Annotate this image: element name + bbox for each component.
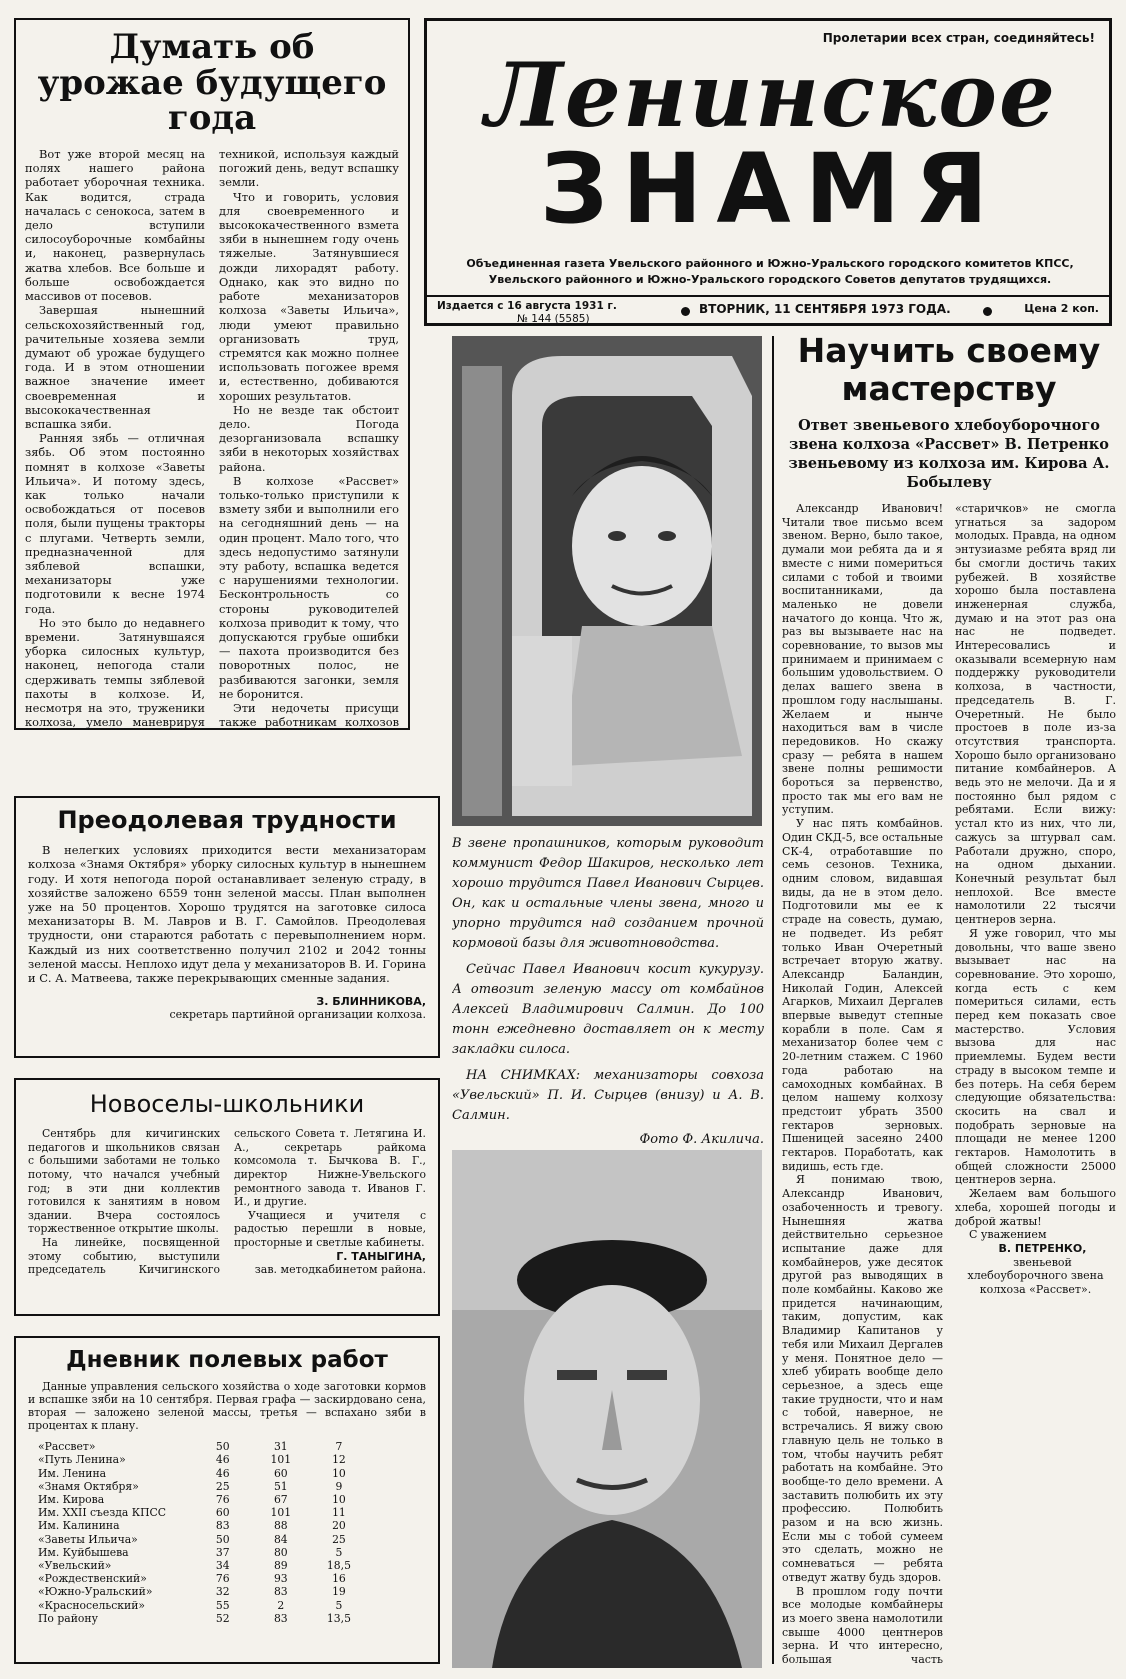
article-harvest-title: Думать об урожае будущего года (37, 27, 387, 139)
article-difficulties-author-role: секретарь партийной организации колхоза. (169, 1008, 426, 1022)
value-cell: 52 (215, 1611, 230, 1625)
article-mastery-author: В. ПЕТРЕНКО, (998, 1241, 1087, 1255)
table-row (38, 1506, 368, 1519)
article-mastery-author-role: звеньевой хлебоуборочного звена колхоза «Рассвет». (967, 1255, 1104, 1297)
farm-name-cell: По району (38, 1611, 98, 1625)
photo-caption-2: Сейчас Павел Иванович косит кукурузу. А отвозит зеленую массу от комбайнов Алексей Владимирович Салмин. До 100 тонн ежедневно доставляет он к месту закладки силоса. (452, 962, 764, 1057)
table-row (38, 1533, 368, 1546)
value-cell: 67 (273, 1492, 288, 1506)
paragraph: Завершая нынешний сельскохозяйственный год, рачительные хозяева земли думают об урожае будущего года. И в этом отношении важное значение имеет своевременная и высококачественная вспашка зяби. (25, 303, 205, 431)
paragraph: Вот уже второй месяц на полях нашего района работает уборочная техника. Как водится, страда началась с сенокоса, затем в дело вступили силосоуборочные комбайны и, наконец, развернулась жатва хлебов. Все больше и больше освобождается массивов от посевов. (25, 147, 205, 304)
table-row (38, 1493, 368, 1506)
value-cell: 20 (332, 1519, 346, 1533)
masthead-issue: № 144 (5585) (517, 313, 590, 325)
value-cell: 11 (332, 1506, 346, 1520)
value-cell: 51 (273, 1479, 288, 1493)
article-school-box (14, 1078, 440, 1316)
field-diary-box (14, 1336, 440, 1664)
article-school-title: Новоселы-школьники (89, 1090, 365, 1118)
article-school-author-role: зав. методкабинетом района. (254, 1263, 426, 1277)
farm-name-cell: «Знамя Октября» (38, 1479, 139, 1493)
paragraph: В прошлом году почти все молодые комбайнеры из моего звена намолотили свыше 4000 центнеров зерна. И что интересно, большая часть «старичков» не смогла угнаться за задором молодых. Правда, на одном энтузиазме ребята вряд ли бы смогли достичь таких рубежей. В хозяйстве хорошо была поставлена инженерная служба, думаю и на этот раз она нас не подведет. Интересовались и оказывали всемерную нам поддержку руководители колхоза, в частности, председатель В. Г. Очеретный. Не было простоев в поле из-за отсутствия транспорта. Хорошо было организовано питание комбайнеров. А ведь это не мелочи. Да и я постоянно был рядом с ребятами. Если вижу: устал кто из них, что ли, сажусь за штурвал сам. Работали дружно, споро, на одном дыхании. Конечный результат был неплохой. Все вместе намолотили 22 тысячи центнеров зерна. (782, 502, 1116, 1667)
value-cell: 50 (215, 1532, 230, 1546)
field-diary-intro: Данные управления сельского хозяйства о ходе заготовки кормов и вспашке зяби на 10 сентября. Первая графа — заскирдовано сена, вторая — заложено зеленой массы, третья — вспахано зяби в процентах к плану. (28, 1380, 426, 1433)
value-cell: 76 (215, 1492, 230, 1506)
table-row (38, 1467, 368, 1480)
farm-name-cell: «Красносельский» (38, 1598, 146, 1612)
article-school-author: Г. ТАНЫГИНА, (336, 1249, 426, 1263)
table-row (38, 1453, 368, 1466)
photo-portrait (452, 1150, 762, 1668)
masthead-subtitle-2: Увельского районного и Южно-Уральского городского Советов депутатов трудящихся. (488, 273, 1052, 286)
photo-caption-box (452, 834, 764, 1144)
paragraph: В колхозе «Рассвет» только-только приступили к взмету зяби и выполнили его на сегодняшний день — на один процент. Мало того, что здесь недопустимо затянули эту работу, вспашка ведется с нарушениями технологии. Бесконтрольность со стороны руководителей колхоза приводит к тому, что допускаются грубые ошибки — пахота производится без поворотных полос, не разбиваются загонки, земля не боронится. (219, 473, 399, 701)
paragraph: Учащиеся и учителя с радостью перешли в новые, просторные и светлые кабинеты. (234, 1208, 426, 1249)
value-cell: 2 (277, 1598, 285, 1612)
value-cell: 31 (273, 1440, 288, 1454)
masthead-founded: Издается с 16 августа 1931 г. (437, 300, 617, 312)
farm-name-cell: «Заветы Ильича» (38, 1532, 138, 1546)
field-diary-table (38, 1440, 368, 1625)
farm-name-cell: Им. Кирова (38, 1492, 105, 1506)
value-cell: 34 (215, 1558, 230, 1572)
value-cell: 25 (215, 1479, 230, 1493)
table-row (38, 1440, 368, 1453)
value-cell: 55 (215, 1598, 230, 1612)
masthead-price: Цена 2 коп. (1024, 302, 1099, 315)
table-row (38, 1519, 368, 1532)
article-harvest-body (25, 147, 399, 730)
paragraph: Но не везде так обстоит дело. Погода дезорганизовала вспашку зяби в некоторых хозяйствах района. (219, 402, 399, 474)
value-cell: 19 (332, 1585, 346, 1599)
article-mastery-title: Научить своему мастерству (797, 332, 1101, 408)
value-cell: 50 (215, 1440, 230, 1454)
paragraph: Я уже говорил, что мы довольны, что ваше звено вызывает нас на соревнование. Это хорошо, когда есть с кем помериться силами, есть перед кем показать свое мастерство. Условия вызова для нас приемлемы. Будем вести страду в высоком темпе и без потерь. На себя берем следующие обязательства: скосить на свал и подобрать зерновые на площади не менее 1200 гектаров. Намолотить в общей сложности 25000 центнеров зерна. (955, 926, 1116, 1187)
farm-name-cell: «Увельский» (38, 1558, 112, 1572)
farm-name-cell: «Рассвет» (38, 1440, 96, 1454)
value-cell: 84 (273, 1532, 288, 1546)
bullet-icon (681, 307, 690, 316)
value-cell: 83 (273, 1585, 288, 1599)
photo-caption-3: НА СНИМКАХ: механизаторы совхоза «Увельский» П. И. Сырцев (внизу) и А. В. Салмин. (452, 1068, 764, 1123)
paragraph: У нас пять комбайнов. Один СКД-5, все остальные СК-4, отработавшие по семь сезонов. Техника, одним словом, видавшая виды, да не в этом дело. Подготовили мы ее к страде на совесть, думаю, не подведет. Из ребят только Иван Очеретный встречает вторую жатву. Александр Баландин, Николай Годин, Алексей Агарков, Михаил Дергалев впервые выведут степные корабли в поле. Сам я механизатор более чем с 20-летним стажем. С 1960 года работаю на самоходных комбайнах. В целом нашему колхозу предстоит убрать 3500 гектаров зерновых. Пшеницей засеяно 2400 гектаров. Поработать, как видишь, есть где. (782, 817, 943, 1173)
value-cell: 83 (215, 1519, 230, 1533)
value-cell: 25 (332, 1532, 346, 1546)
photo-portrait-image (452, 1150, 762, 1668)
value-cell: 93 (273, 1572, 288, 1586)
table-row (38, 1559, 368, 1572)
photo-credit: Фото Ф. Акилича. (639, 1132, 764, 1144)
masthead-divider (427, 295, 1109, 297)
value-cell: 101 (270, 1506, 292, 1520)
value-cell: 60 (273, 1466, 288, 1480)
article-mastery (782, 332, 1116, 1672)
article-mastery-body (782, 502, 1116, 1672)
paragraph: Сентябрь для кичигинских педагогов и школьников связан с большими заботами не только потому, что начался учебный год; в эти дни коллектив готовился к занятиям в новом здании. Вчера состоялось торжественное открытие школы. (28, 1127, 220, 1236)
table-row (38, 1599, 368, 1612)
value-cell: 32 (215, 1585, 230, 1599)
paragraph: С уважением (969, 1228, 1047, 1242)
table-row (38, 1480, 368, 1493)
value-cell: 18,5 (326, 1558, 351, 1572)
bullet-icon (983, 307, 992, 316)
photo-caption-1: В звене пропашников, которым руководит коммунист Федор Шакиров, несколько лет хорошо трудится Павел Иванович Сырцев. Он, как и остальные члены звена, много и упорно трудится над созданием прочной кормовой базы для животноводства. (452, 836, 764, 951)
masthead-title-script: Ленинское (485, 43, 1057, 147)
farm-name-cell: Им. Ленина (38, 1466, 107, 1480)
value-cell: 46 (215, 1466, 230, 1480)
photo-tractor-driver (452, 336, 762, 826)
farm-name-cell: Им. XXII съезда КПСС (38, 1506, 167, 1520)
paragraph: Но это было до недавнего времени. Затянувшаяся уборка силосных культур, наконец, непогода стали сдерживать темпы зяблевой пахоты в колхозе. И, несмотря на это, труженики колхоза, умело маневрируя техникой, используя каждый погожий день, ведут вспашку земли. (25, 147, 399, 730)
paragraph: Александр Иванович! Читали твое письмо всем звеном. Верно, было такое, думали мои ребята да и я вместе с ними помериться силами с тобой и твоими воспитанниками, да маленько не довели начатого до конца. Что ж, раз вы вызываете нас на соревнование, то вызов мы принимаем и принимаем с большим удовольствием. О делах вашего звена в прошлом году наслышаны. Желаем и нынче находиться вам в числе передовиков. Но скажу сразу — ребята в нашем звене полны решимости бороться за первенство, просто так мы его вам не уступим. (782, 502, 943, 817)
paragraph: Желаем вам большого хлеба, хорошей погоды и доброй жатвы! (955, 1187, 1116, 1228)
value-cell: 89 (273, 1558, 288, 1572)
paragraph: Что и говорить, условия для своевременного и высококачественного взмета зяби в нынешнем году очень тяжелые. Затянувшиеся дожди лихорадят работу. Однако, как это видно по работе механизаторов колхоза «Заветы Ильича», люди умеют правильно организовать труд, стремятся как можно полнее использовать погожее время и, естественно, добиваются хороших результатов. (219, 189, 399, 403)
article-difficulties-body: В нелегких условиях приходится вести механизаторам колхоза «Знамя Октября» уборку силосных культур в нынешнем году. И хотя непогода порой останавливает зеленую страду, в хозяйстве заложено 6559 тонн зеленой массы. План выполнен уже на 50 процентов. Хорошо трудятся на заготовке силоса механизаторы В. М. Лавров и В. Г. Самойлов. Преодолевая трудности, они стараются работать с перевыполнением норм. Каждый из них соответственно получил 2102 и 2042 тонны зеленой массы. Неплохо идут дела у механизаторов В. И. Горина и С. А. Матвеева, также перекрывающих сменные задания. (28, 843, 426, 986)
value-cell: 5 (335, 1598, 343, 1612)
table-row (38, 1585, 368, 1598)
paragraph: Ранняя зябь — отличная зябь. Об этом постоянно помнят в колхозе «Заветы Ильича». И потому здесь, как только начали освобождаться от посевов поля, были пущены тракторы с плугами. Четверть земли, предназначенной для зяблевой вспашки, механизаторы уже подготовили к весне 1974 года. (25, 431, 205, 616)
table-row (38, 1572, 368, 1585)
value-cell: 101 (270, 1453, 292, 1467)
paragraph: На линейке, посвященной этому событию, выступили председатель Кичигинского сельского Совета т. Летягина И. А., секретарь райкома комсомола т. Бычкова В. Г., директор Нижне-Увельского ремонтного завода т. Иванов Г. И., и другие. (28, 1127, 426, 1277)
table-row (38, 1612, 368, 1625)
article-mastery-subtitle: Ответ звеньевого хлебоуборочного звена колхоза «Рассвет» В. Петренко звеньевому из колхоза им. Кирова А. Бобылеву (788, 417, 1110, 491)
article-harvest-box (14, 18, 410, 730)
article-difficulties-author: З. БЛИННИКОВА, (316, 995, 426, 1009)
farm-name-cell: Им. Куйбышева (38, 1545, 129, 1559)
masthead (424, 18, 1112, 326)
field-diary-title: Дневник полевых работ (66, 1347, 388, 1373)
value-cell: 7 (335, 1440, 343, 1454)
value-cell: 10 (332, 1466, 346, 1480)
value-cell: 80 (273, 1545, 288, 1559)
value-cell: 10 (332, 1492, 346, 1506)
paragraph: Я понимаю твою, Александр Иванович, озабоченность и тревогу. Нынешняя жатва действительно серьезное испытание даже для комбайнеров, уже десяток другой раз выводящих в поле комбайны. Каково же придется начинающим, таким, допустим, как Владимир Капитанов у тебя или Михаил Дергалев у меня. Понятное дело — хлеб убирать вообще дело серьезное, а здесь еще такие трудности, что и нам с тобой, наверное, не встречались. Я вижу свою главную цель не только в том, чтобы научить ребят работать на комбайне. Это вообще-то дело времени. А заставить полюбить их эту профессию. Полюбить разом и на всю жизнь. Если мы с тобой сумеем это сделать, можно не сомневаться — ребята отведут жатву будь здоров. (782, 1173, 943, 1584)
farm-name-cell: «Рождественский» (38, 1572, 147, 1586)
value-cell: 5 (335, 1545, 343, 1559)
value-cell: 88 (273, 1519, 288, 1533)
masthead-motto: Пролетарии всех стран, соединяйтесь! (822, 31, 1095, 45)
value-cell: 60 (215, 1506, 230, 1520)
table-row (38, 1546, 368, 1559)
masthead-title-block: ЗНАМЯ (539, 133, 1003, 245)
photo-tractor-image (452, 336, 762, 826)
farm-name-cell: «Южно-Уральский» (38, 1585, 153, 1599)
value-cell: 16 (332, 1572, 346, 1586)
value-cell: 13,5 (326, 1611, 351, 1625)
masthead-subtitle-1: Объединенная газета Увельского районного и Южно-Уральского городского комитетов КПСС, (466, 257, 1074, 270)
masthead-date: ВТОРНИК, 11 СЕНТЯБРЯ 1973 ГОДА. (699, 302, 951, 316)
farm-name-cell: «Путь Ленина» (38, 1453, 126, 1467)
column-divider (772, 336, 774, 1664)
farm-name-cell: Им. Калинина (38, 1519, 120, 1533)
article-school-body (28, 1127, 426, 1277)
value-cell: 76 (215, 1572, 230, 1586)
article-difficulties-box (14, 796, 440, 1058)
value-cell: 83 (273, 1611, 288, 1625)
value-cell: 37 (215, 1545, 230, 1559)
value-cell: 12 (332, 1453, 346, 1467)
value-cell: 46 (215, 1453, 230, 1467)
value-cell: 9 (335, 1479, 343, 1493)
article-difficulties-title: Преодолевая трудности (57, 806, 397, 834)
paragraph: Эти недочеты присущи также работникам колхозов (219, 700, 399, 730)
